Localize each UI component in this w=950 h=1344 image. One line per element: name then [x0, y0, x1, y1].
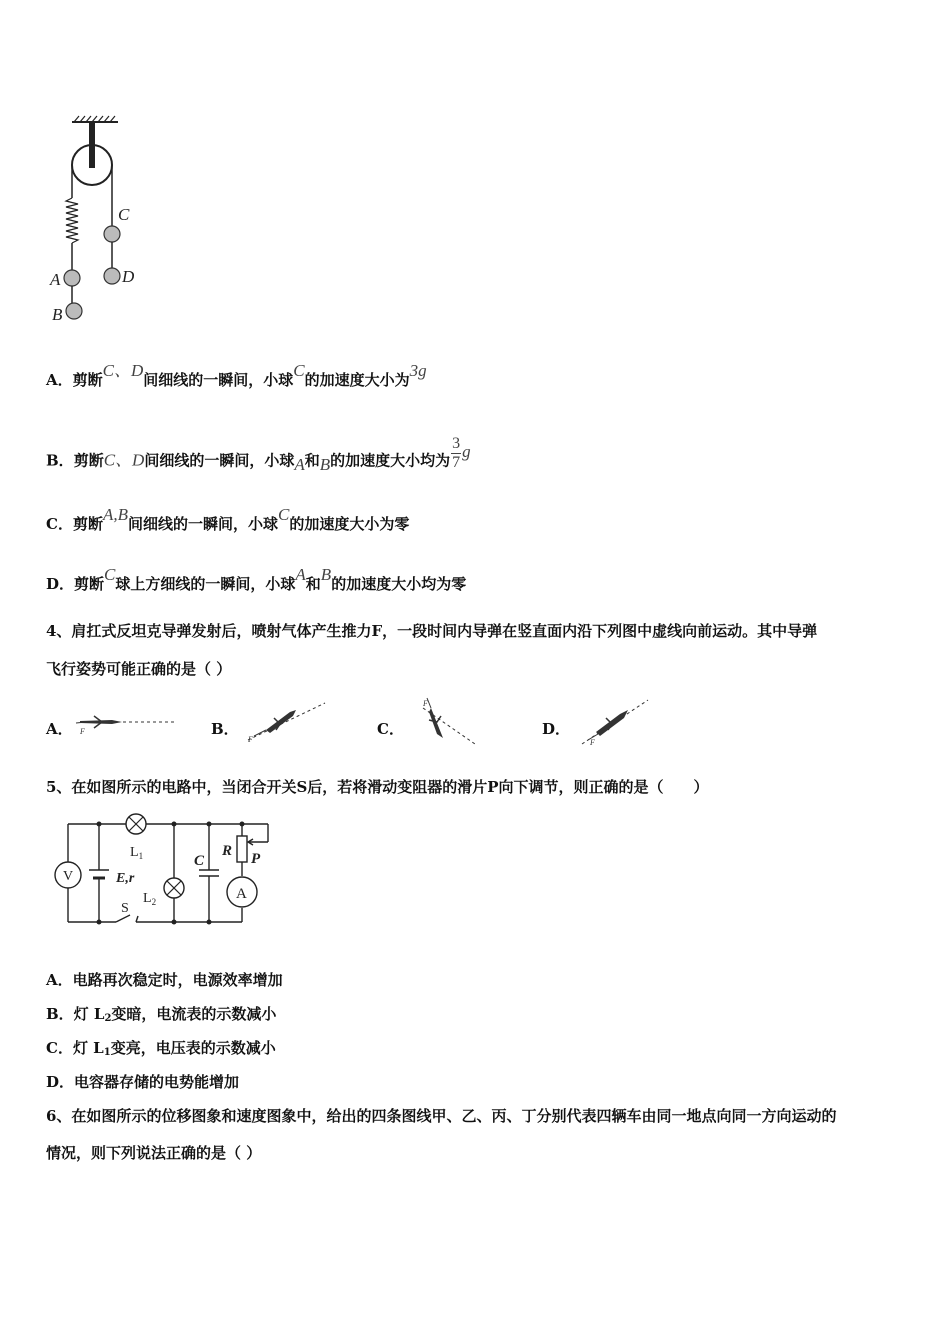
- missile-a-figure: [72, 706, 182, 746]
- q4-stem-line2: 飞行姿势可能正确的是（ ）: [46, 660, 232, 678]
- capacitor-label: C: [194, 853, 205, 869]
- q4-option-a-label: A．: [46, 720, 73, 738]
- l1-label: $L_1$: [130, 845, 144, 861]
- battery-label: E,r: [116, 871, 135, 886]
- force-label-d: F: [590, 738, 595, 747]
- pulley-figure: [48, 110, 148, 330]
- circuit-diagram: [46, 812, 276, 930]
- voltmeter-label: V: [63, 869, 74, 884]
- fraction: $\frac{3}{7}$: [452, 435, 461, 471]
- q4-option-c-label: C．: [377, 720, 404, 738]
- q5-option-a: A．电路再次稳定时，电源效率增加: [46, 971, 283, 989]
- missile-c-figure: [405, 694, 485, 748]
- q4-stem-line1: 4、肩扛式反坦克导弹发射后，喷射气体产生推力F，一段时间内导弹在竖直面内沿下列图中虚线向前运动。其中导弹: [46, 622, 818, 640]
- q3-option-b: B．剪断C、D间细线的一瞬间，小球A和B的加速度大小均为 $\frac{3}{7}$ g: [46, 435, 471, 474]
- q4-option-d-label: D．: [542, 720, 571, 738]
- label-d: D: [122, 267, 135, 286]
- q5-option-d: D．电容器存储的电势能增加: [46, 1073, 240, 1091]
- q5-stem: 5、在如图所示的电路中，当闭合开关S后，若将滑动变阻器的滑片P向下调节，则正确的是（ ）: [46, 778, 709, 796]
- q6-stem-line2: 情况，则下列说法正确的是（ ）: [46, 1144, 262, 1162]
- ammeter-label: A: [236, 886, 247, 902]
- missile-d-figure: [574, 696, 654, 748]
- l2-label: $L_2$: [143, 891, 157, 907]
- missile-b-figure: [240, 698, 330, 748]
- label-b: B: [52, 305, 63, 324]
- q3-option-c: C．剪断A,B间细线的一瞬间，小球C的加速度大小为零: [46, 505, 410, 533]
- label-c: C: [118, 205, 130, 224]
- q5-option-b: B．灯 $L_2$变暗，电流表的示数减小: [46, 1005, 277, 1024]
- slider-label: P: [251, 851, 261, 867]
- switch-label: S: [121, 901, 129, 916]
- label-a: A: [50, 270, 61, 289]
- q6-stem-line1: 6、在如图所示的位移图象和速度图象中，给出的四条图线甲、乙、丙、丁分别代表四辆车由同一地点向同一方向运动的: [46, 1107, 837, 1125]
- q3-option-a: A．剪断C、D间细线的一瞬间，小球C的加速度大小为3g: [46, 361, 427, 389]
- force-label-b: F: [248, 735, 253, 744]
- q3-option-d: D．剪断C球上方细线的一瞬间，小球A和B的加速度大小均为零: [46, 565, 467, 593]
- q5-option-c: C．灯 $L_1$变亮，电压表的示数减小: [46, 1039, 276, 1058]
- resistor-label: R: [222, 843, 233, 859]
- force-label-a: F: [80, 727, 85, 736]
- q4-option-b-label: B．: [211, 720, 239, 738]
- force-label-c: F: [423, 699, 428, 708]
